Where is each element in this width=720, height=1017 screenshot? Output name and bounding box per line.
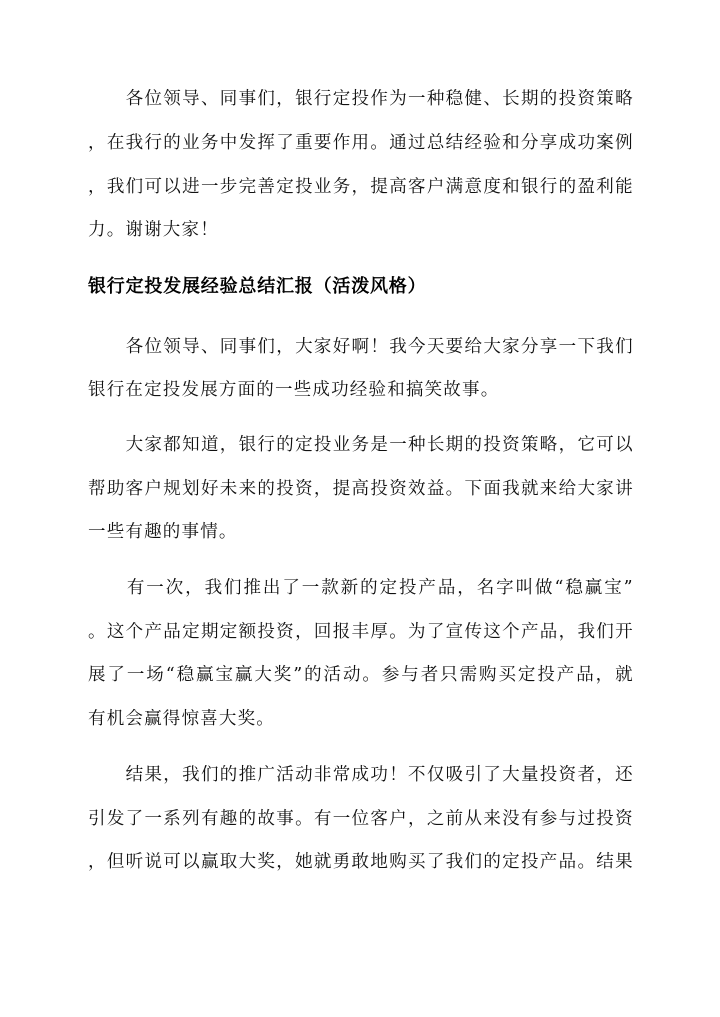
paragraph-line: 银行在定投发展方面的一些成功经验和搞笑故事。 bbox=[88, 380, 500, 400]
paragraph-line: 有机会赢得惊喜大奖。 bbox=[88, 709, 275, 729]
paragraph-line: 各位领导、同事们，银行定投作为一种稳健、长期的投资策略 bbox=[88, 89, 633, 109]
paragraph-line: ，但听说可以赢取大奖，她就勇敢地购买了我们的定投产品。结果 bbox=[88, 852, 633, 872]
paragraph-line: ，在我行的业务中发挥了重要作用。通过总结经验和分享成功案例 bbox=[88, 133, 633, 153]
paragraph-line: 大家都知道，银行的定投业务是一种长期的投资策略，它可以 bbox=[88, 435, 633, 455]
paragraph-line: 帮助客户规划好未来的投资，提高投资效益。下面我就来给大家讲 bbox=[88, 479, 633, 499]
paragraph-line: 有一次，我们推出了一款新的定投产品，名字叫做“稳赢宝” bbox=[88, 578, 633, 598]
paragraph-line: ，我们可以进一步完善定投业务，提高客户满意度和银行的盈利能 bbox=[88, 177, 633, 197]
paragraph-line: 一些有趣的事情。 bbox=[88, 522, 238, 542]
paragraph-line: 力。谢谢大家！ bbox=[88, 220, 219, 240]
paragraph-line: 各位领导、同事们，大家好啊！我今天要给大家分享一下我们 bbox=[88, 337, 633, 357]
section-heading: 银行定投发展经验总结汇报（活泼风格） bbox=[88, 276, 427, 297]
paragraph-line: 展了一场“稳赢宝赢大奖”的活动。参与者只需购买定投产品，就 bbox=[88, 665, 633, 685]
paragraph-line: 。这个产品定期定额投资，回报丰厚。为了宣传这个产品，我们开 bbox=[88, 622, 633, 642]
paragraph-line: 引发了一系列有趣的故事。有一位客户，之前从来没有参与过投资 bbox=[88, 809, 633, 829]
paragraph-line: 结果，我们的推广活动非常成功！不仅吸引了大量投资者，还 bbox=[88, 765, 633, 785]
